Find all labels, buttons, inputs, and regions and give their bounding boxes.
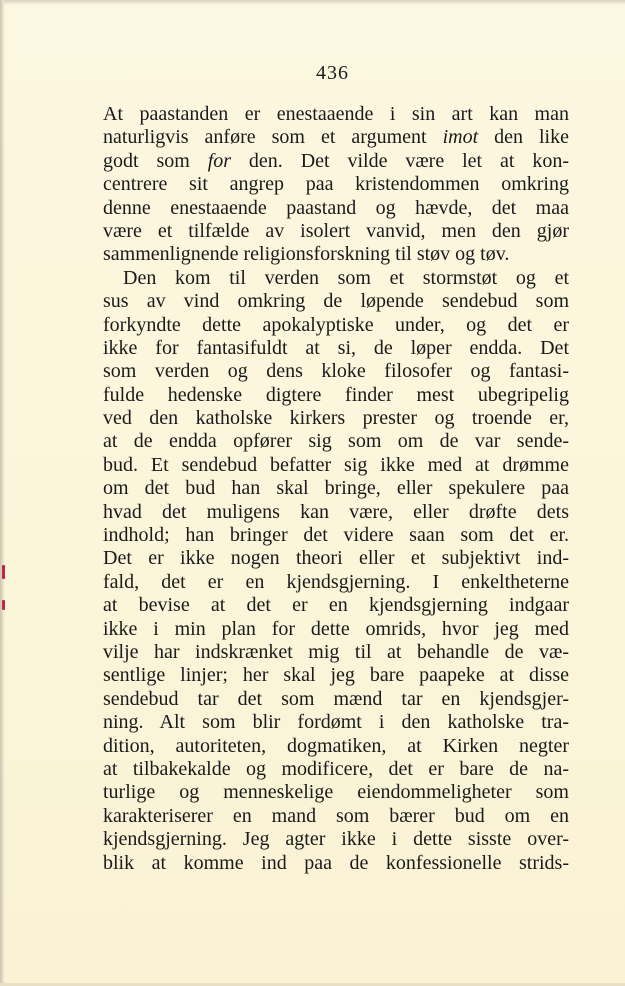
text-line	[103, 477, 569, 500]
text-line	[103, 524, 569, 547]
text-line	[103, 688, 569, 711]
text-line	[103, 220, 569, 243]
text-segment: godt som	[103, 149, 208, 172]
text-line	[103, 290, 569, 313]
text-line	[103, 735, 569, 758]
text-line	[103, 618, 569, 641]
text-line	[103, 430, 569, 453]
text-line	[103, 711, 569, 734]
text-segment: centrere sit angrep paa kristendommen omkring	[103, 173, 569, 196]
text-segment: sus av vind omkring de løpende sendebud som	[103, 290, 569, 313]
text-segment: karakteriserer en mand som bærer bud om en	[103, 804, 569, 827]
text-segment: ved den katholske kirkers prester og troende er,	[103, 407, 569, 430]
page-number: 436	[316, 62, 349, 84]
text-segment: indhold; han bringer det videre saan som det er.	[103, 524, 569, 547]
text-line	[103, 150, 569, 173]
text-segment: denne enestaaende paastand og hævde, det maa	[103, 196, 569, 219]
page-top-edge	[0, 0, 625, 5]
text-segment: blik at komme ind paa de konfessionelle strids-	[103, 851, 569, 874]
text-line	[103, 384, 569, 407]
italic-word: imot	[442, 126, 479, 149]
text-segment: bud. Et sendebud befatter sig ikke med at drømme	[103, 453, 569, 476]
text-line	[103, 314, 569, 337]
page-left-edge	[0, 0, 5, 986]
text-segment: forkyndte dette apokalyptiske under, og det er	[103, 313, 569, 336]
text-line	[103, 571, 569, 594]
margin-mark	[2, 600, 5, 610]
body-text	[103, 103, 569, 875]
text-segment: ning. Alt som blir fordømt i den katholske tra-	[103, 711, 569, 734]
text-line	[103, 103, 569, 126]
text-line	[103, 781, 569, 804]
text-line	[103, 805, 569, 828]
text-segment: hvad det muligens kan være, eller drøfte dets	[103, 500, 569, 523]
text-segment: være et tilfælde av isolert vanvid, men den gjør	[103, 219, 569, 242]
text-line	[103, 126, 569, 149]
text-segment: at de endda opfører sig som om de var sende-	[103, 430, 569, 453]
text-segment: fulde hedenske digtere finder mest ubegripelig	[103, 383, 569, 406]
text-segment: turlige og menneskelige eiendommeligheter som	[103, 781, 569, 804]
text-segment: Den kom til verden som et stormstøt og et	[123, 266, 569, 289]
text-line	[103, 337, 569, 360]
text-line	[103, 501, 569, 524]
text-segment: ikke for fantasifuldt at si, de løper endda. Det	[103, 336, 569, 359]
text-line	[103, 594, 569, 617]
italic-word: for	[207, 149, 232, 172]
text-line	[103, 852, 569, 875]
text-segment: naturligvis anføre som et argument	[103, 126, 443, 149]
text-segment: som verden og dens kloke filosofer og fantasi-	[103, 360, 569, 383]
text-segment: sentlige linjer; her skal jeg bare paapeke at disse	[103, 664, 569, 687]
text-line	[103, 243, 569, 266]
text-line	[103, 454, 569, 477]
text-segment: ikke i min plan for dette omrids, hvor jeg med	[103, 617, 569, 640]
text-segment: fald, det er en kjendsgjerning. I enkeltheterne	[103, 570, 569, 593]
text-segment: sendebud tar det som mænd tar en kjendsgjer-	[103, 687, 569, 710]
text-segment: kjendsgjerning. Jeg agter ikke i dette sisste over-	[103, 828, 569, 851]
text-line	[103, 758, 569, 781]
margin-mark	[2, 565, 5, 579]
text-segment: sammenlignende religionsforskning til støv og tøv.	[103, 243, 510, 266]
text-segment: den. Det vilde være let at kon-	[231, 149, 569, 172]
text-segment: vilje har indskrænket mig til at behandle de væ-	[103, 640, 569, 663]
text-segment: om det bud han skal bringe, eller spekulere paa	[103, 477, 569, 500]
text-segment: den like	[478, 126, 569, 149]
text-line	[103, 407, 569, 430]
text-segment: at bevise at det er en kjendsgjerning indgaar	[103, 594, 569, 617]
text-line	[103, 547, 569, 570]
text-line	[103, 197, 569, 220]
text-line	[103, 360, 569, 383]
text-segment: dition, autoriteten, dogmatiken, at Kirken negter	[103, 734, 569, 757]
text-line	[103, 267, 569, 290]
text-line	[103, 664, 569, 687]
text-segment: At paastanden er enestaaende i sin art kan man	[103, 103, 569, 125]
text-segment: at tilbakekalde og modificere, det er bare de na-	[103, 757, 569, 780]
text-segment: Det er ikke nogen theori eller et subjektivt ind-	[103, 547, 569, 570]
text-line	[103, 828, 569, 851]
text-line	[103, 173, 569, 196]
text-line	[103, 641, 569, 664]
